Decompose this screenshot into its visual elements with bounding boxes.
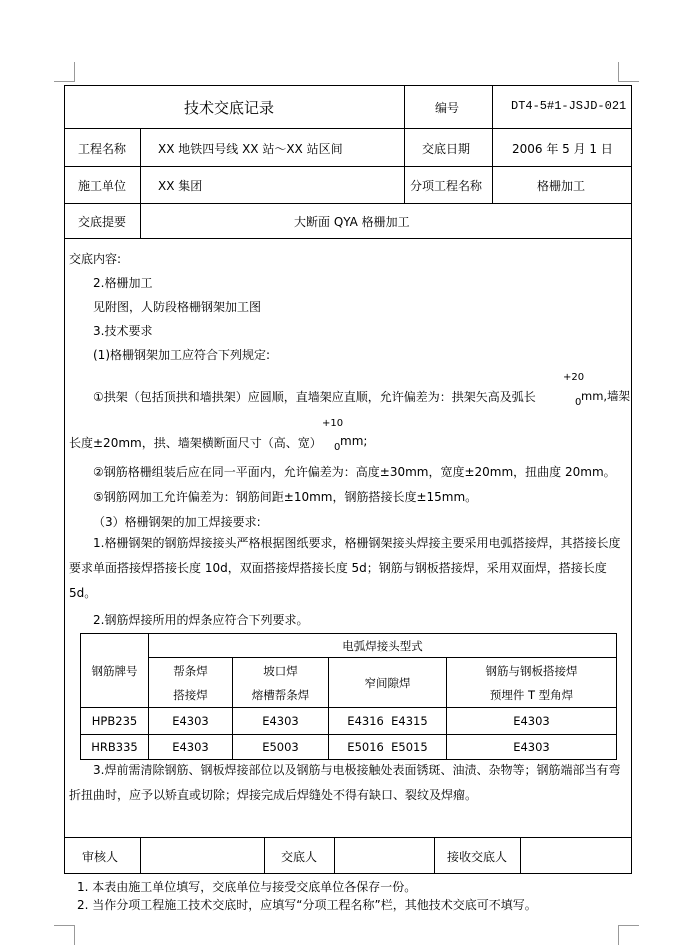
receiver-signature-field[interactable] [521,838,630,873]
cleaning-paragraph: 3.焊前需清除钢筋、钢板焊接部位以及钢筋与电极接触处表面锈斑、油渍、杂物等；钢筋端部当有弯折扭曲时，应予以矫直或切除；焊接完成后焊缝处不得有缺口、裂纹及焊瘤。 [69,763,621,802]
sub-project-value: 格栅加工 [537,179,586,193]
unit-value: XX 集团 [158,179,203,193]
table-cell: E4303 [447,735,617,760]
joint-type-header: 电弧焊接头型式 [149,634,617,658]
crop-mark [54,81,74,82]
welding-paragraph: 1.格栅钢架的钢筋焊接接头严格根据图纸要求，格栅钢架接头焊接主要采用电弧搭接焊，其搭接长度要求单面搭接焊搭接长度 10d，双面搭接焊搭接长度 5d；钢筋与钢板搭接焊，采用双面焊，搭接长度 5d。 [69,536,621,600]
crop-mark [74,925,75,945]
content-line: 2.格栅加工 [93,276,153,290]
table-cell: E4303 [149,708,233,735]
content-line: ①拱架（包括顶拱和墙拱架）应圆顺，直墙架应直顺，允许偏差为：拱架矢高及弧长 [93,390,536,404]
number-label: 编号 [435,101,460,115]
form-title: 技术交底记录 [184,99,275,117]
discloser-label: 交底人 [281,850,318,864]
table-cell: E4303 [149,735,233,760]
tolerance-upper: +10 [322,418,344,429]
content-line: ⑤钢筋网加工允许偏差为：钢筋间距±10mm，钢筋搭接长度±15mm。 [93,490,478,504]
electrode-table [80,633,617,760]
col-header-narrow-gap: 窄间隙焊 [329,658,447,708]
content-line: 见附图，人防段格栅钢架加工图 [93,300,262,314]
table-cell: E4316 E4315 [329,708,447,735]
crop-mark [74,62,75,82]
date-value: 2006 年 5 月 1 日 [512,142,613,156]
discloser-signature-field[interactable] [335,838,433,873]
content-line: 长度±20mm，拱、墙架横断面尺寸（高、宽） [69,436,322,450]
table-row [81,708,617,735]
tolerance-lower: 0 [334,442,341,453]
content-line: mm; [340,434,368,448]
content-line: 3.技术要求 [93,324,153,338]
content-line: 2.钢筋焊接所用的焊条应符合下列要求。 [93,613,309,627]
number-value: DT4-5#1-JSJD-021 [511,99,627,113]
crop-mark [618,925,619,945]
content-line: ②钢筋格栅组装后应在同一平面内，允许偏差为：高度±30mm，宽度±20mm，扭曲度 20mm。 [93,465,616,479]
date-label: 交底日期 [422,142,471,156]
table-cell: E5016 E5015 [329,735,447,760]
col-header-groove: 坡口焊 熔槽帮条焊 [233,658,329,708]
table-row [81,735,617,760]
footnote: 1. 本表由施工单位填写，交底单位与接受交底单位各保存一份。 [77,880,417,894]
project-name-value: XX 地铁四号线 XX 站～XX 站区间 [158,142,343,156]
table-cell: E5003 [233,735,329,760]
reviewer-signature-field[interactable] [141,838,263,873]
crop-mark [619,81,639,82]
unit-label: 施工单位 [78,179,127,193]
project-name-label: 工程名称 [78,142,127,156]
content-line: （3）格栅钢架的加工焊接要求: [93,515,261,529]
tolerance-upper: +20 [563,372,585,383]
crop-mark [618,62,619,82]
content-line: mm,墙架 [581,389,631,403]
col-header-strap-lap: 帮条焊 搭接焊 [149,658,233,708]
sub-project-label: 分项工程名称 [410,179,483,193]
table-cell: E4303 [447,708,617,735]
summary-label: 交底提要 [78,215,127,229]
crop-mark [619,925,639,926]
receiver-label: 接收交底人 [447,850,508,864]
rebar-grade-cell: HPB235 [81,708,149,735]
table-cell: E4303 [233,708,329,735]
reviewer-label: 审核人 [82,850,119,864]
col-header-plate: 钢筋与钢板搭接焊 预埋件 T 型角焊 [447,658,617,708]
rebar-grade-header: 钢筋牌号 [81,634,149,708]
rebar-grade-cell: HRB335 [81,735,149,760]
tolerance-lower: 0 [575,397,582,408]
summary-value: 大断面 QYA 格栅加工 [294,215,410,229]
footnote: 2. 当作分项工程施工技术交底时，应填写“分项工程名称”栏，其他技术交底可不填写。 [77,898,537,912]
crop-mark [54,925,74,926]
content-line: (1)格栅钢架加工应符合下列规定: [93,348,271,362]
content-heading: 交底内容: [69,252,122,266]
